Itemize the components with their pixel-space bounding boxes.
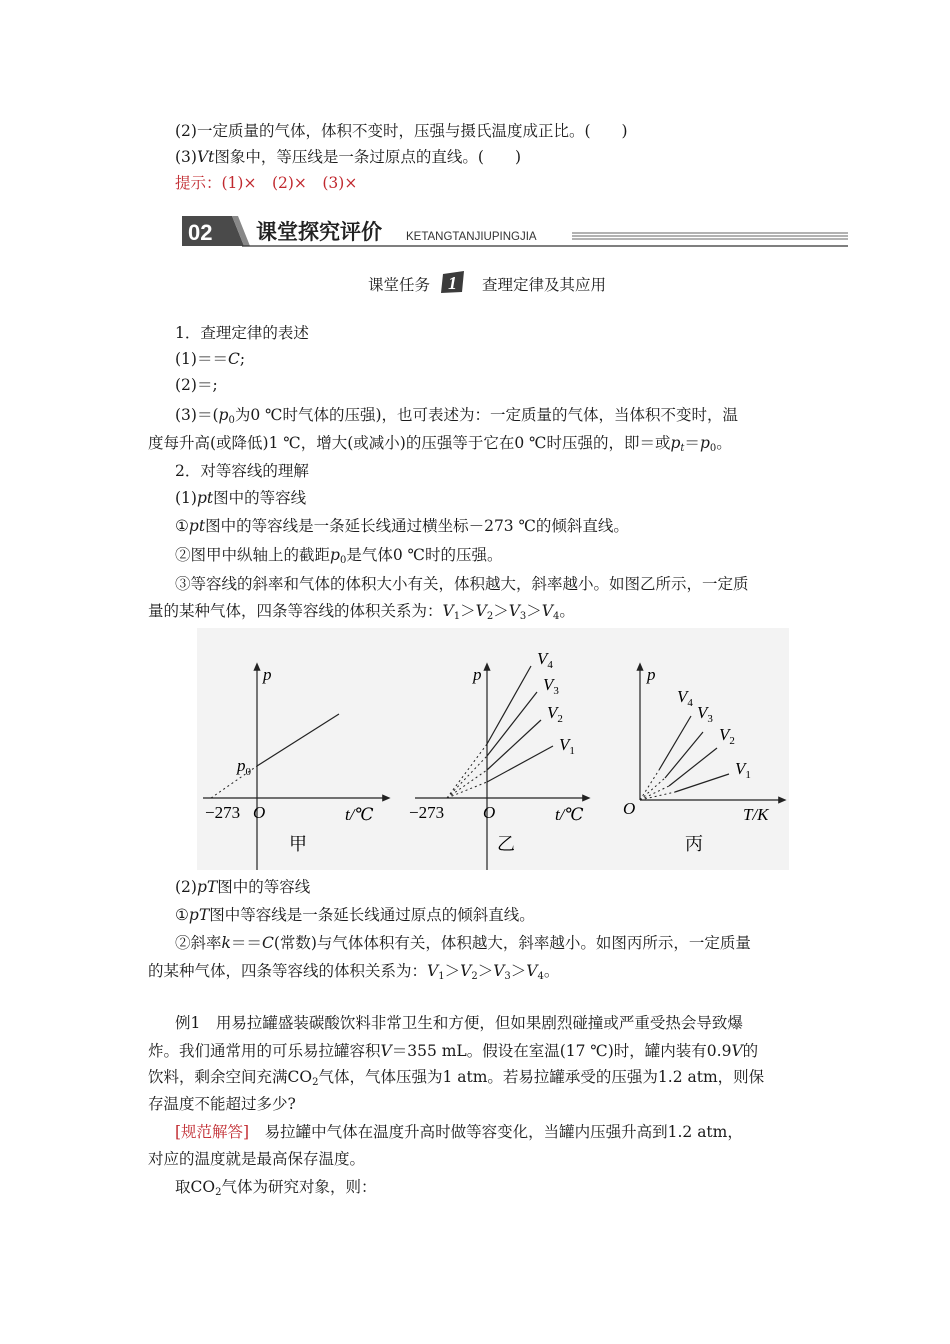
- section-pinyin: KETANGTANJIUPINGJIA: [406, 231, 537, 243]
- bing-line-v4: [659, 716, 691, 770]
- answer-line-2: 对应的温度就是最高保存温度。: [148, 1150, 366, 1168]
- section-title: 课堂探究评价: [256, 220, 382, 244]
- isochore-figure: [197, 628, 789, 870]
- yi-neg-label: −273: [409, 803, 445, 822]
- yi-label-v4: $V_4$: [537, 649, 553, 671]
- point-c3: ③等容线的斜率和气体的体积大小有关，体积越大，斜率越小。如图乙所示，一定质: [175, 575, 749, 593]
- bing-caption: 丙: [685, 834, 703, 855]
- yi-y-label: p: [473, 665, 482, 684]
- point-c2: ②图甲中纵轴上的截距$p_0$是气体0 ℃时的压强。: [175, 546, 503, 566]
- jia-neg-label: −273: [205, 803, 241, 822]
- point-d2-cont: 的某种气体，四条等容线的体积关系为：$V_1>V_2>V_3>V_4$。: [148, 962, 560, 982]
- jia-isochore: [257, 714, 339, 766]
- graph-jia: [203, 665, 387, 870]
- answer-line-3: 取$CO_2$气体为研究对象，则：: [175, 1178, 377, 1198]
- bing-label-v2: $V_2$: [719, 725, 735, 747]
- yi-label-v3: $V_3$: [543, 675, 559, 697]
- bing-ext-v3: [640, 778, 665, 800]
- bing-ext-v2: [640, 786, 669, 800]
- yi-x-label: t/℃: [555, 805, 584, 824]
- bing-label-v3: $V_3$: [697, 703, 713, 725]
- yi-ext-v1: [447, 782, 487, 798]
- jia-x-label: t/℃: [345, 805, 374, 824]
- bing-line-v1: [675, 774, 729, 792]
- bing-line-v3: [665, 732, 703, 778]
- yi-origin-label: O: [483, 803, 496, 822]
- point-c3-cont: 量的某种气体，四条等容线的体积关系为：$V_1>V_2>V_3>V_4$。: [148, 602, 575, 622]
- task-number-badge: [440, 270, 466, 294]
- point-d1: ①pT图中等容线是一条延长线通过原点的倾斜直线。: [175, 906, 535, 924]
- bing-label-v4: $V_4$: [677, 687, 693, 709]
- question-2: (2)一定质量的气体，体积不变时，压强与摄氏温度成正比。( ): [175, 122, 628, 140]
- bing-x-label: T/K: [743, 805, 769, 824]
- example-line-2: 炸。我们通常用的可乐易拉罐容积V＝355 mL。假设在室温(17 ℃)时，罐内装有0.9V的: [148, 1042, 759, 1060]
- task-number: 1: [448, 273, 457, 293]
- graph-yi: [409, 649, 587, 870]
- answer-line-1: [规范解答] 易拉罐中气体在温度升高时做等容变化，当罐内压强升高到1.2 atm，: [175, 1123, 743, 1141]
- heading-1: 1．查理定律的表述: [175, 324, 309, 342]
- yi-caption: 乙: [497, 834, 515, 855]
- question-3: (3)Vt图象中，等压线是一条过原点的直线。( ): [175, 148, 522, 166]
- example-line-4: 存温度不能超过多少?: [148, 1095, 296, 1113]
- answer-label: [规范解答]: [175, 1123, 250, 1141]
- law-line-3: $(3)=(p_0$为0 ℃时气体的压强)，也可表述为：一定质量的气体，当体积不变时，温: [175, 406, 739, 426]
- example-line-3: 饮料，剩余空间充满$CO_2$气体，气体压强为1 atm。若易拉罐承受的压强为1.2 atm，则保: [148, 1068, 765, 1088]
- yi-line-v4: [487, 666, 531, 744]
- section-number: 02: [188, 220, 213, 245]
- point-c1: ①pt图中的等容线是一条延长线通过横坐标－273 ℃的倾斜直线。: [175, 517, 629, 535]
- section-header-graphic: [180, 214, 850, 248]
- bing-label-v1: $V_1$: [735, 759, 751, 781]
- law-line-1: (1)＝＝C;: [175, 350, 246, 368]
- task-header: [350, 270, 650, 300]
- jia-origin-label: O: [253, 803, 266, 822]
- yi-label-v1: $V_1$: [559, 735, 575, 757]
- heading-2: 2．对等容线的理解: [175, 462, 309, 480]
- subheading-pT: (2)pT图中的等容线: [175, 878, 311, 896]
- task-title: 查理定律及其应用: [482, 276, 607, 294]
- law-line-2: (2)＝;: [175, 376, 218, 394]
- yi-ext-v3: [447, 756, 487, 798]
- yi-label-v2: $V_2$: [547, 703, 563, 725]
- isochore-graphs: [197, 628, 789, 870]
- graph-bing: [623, 665, 783, 855]
- task-label: 课堂任务: [368, 276, 431, 294]
- bing-origin-label: O: [623, 799, 636, 818]
- jia-intercept-label: $p_0$: [237, 756, 251, 778]
- jia-y-label: p: [263, 665, 272, 684]
- hint-line: 提示：(1)× (2)× (3)×: [175, 174, 358, 192]
- law-line-4: 度每升高(或降低)1 ℃，增大(或减小)的压强等于它在0 ℃时压强的，即＝或$p_t=p_0$。: [148, 434, 732, 454]
- yi-line-v1: [487, 746, 553, 782]
- example-line-1: 例1 用易拉罐盛装碳酸饮料非常卫生和方便，但如果剧烈碰撞或严重受热会导致爆: [175, 1014, 743, 1032]
- jia-caption: 甲: [289, 834, 307, 855]
- point-d2: ②斜率k＝＝C(常数)与气体体积有关，体积越大，斜率越小。如图丙所示，一定质量: [175, 934, 751, 952]
- section-header: [180, 214, 850, 248]
- subheading-pt: (1)pt图中的等容线: [175, 489, 307, 507]
- bing-y-label: p: [647, 665, 656, 684]
